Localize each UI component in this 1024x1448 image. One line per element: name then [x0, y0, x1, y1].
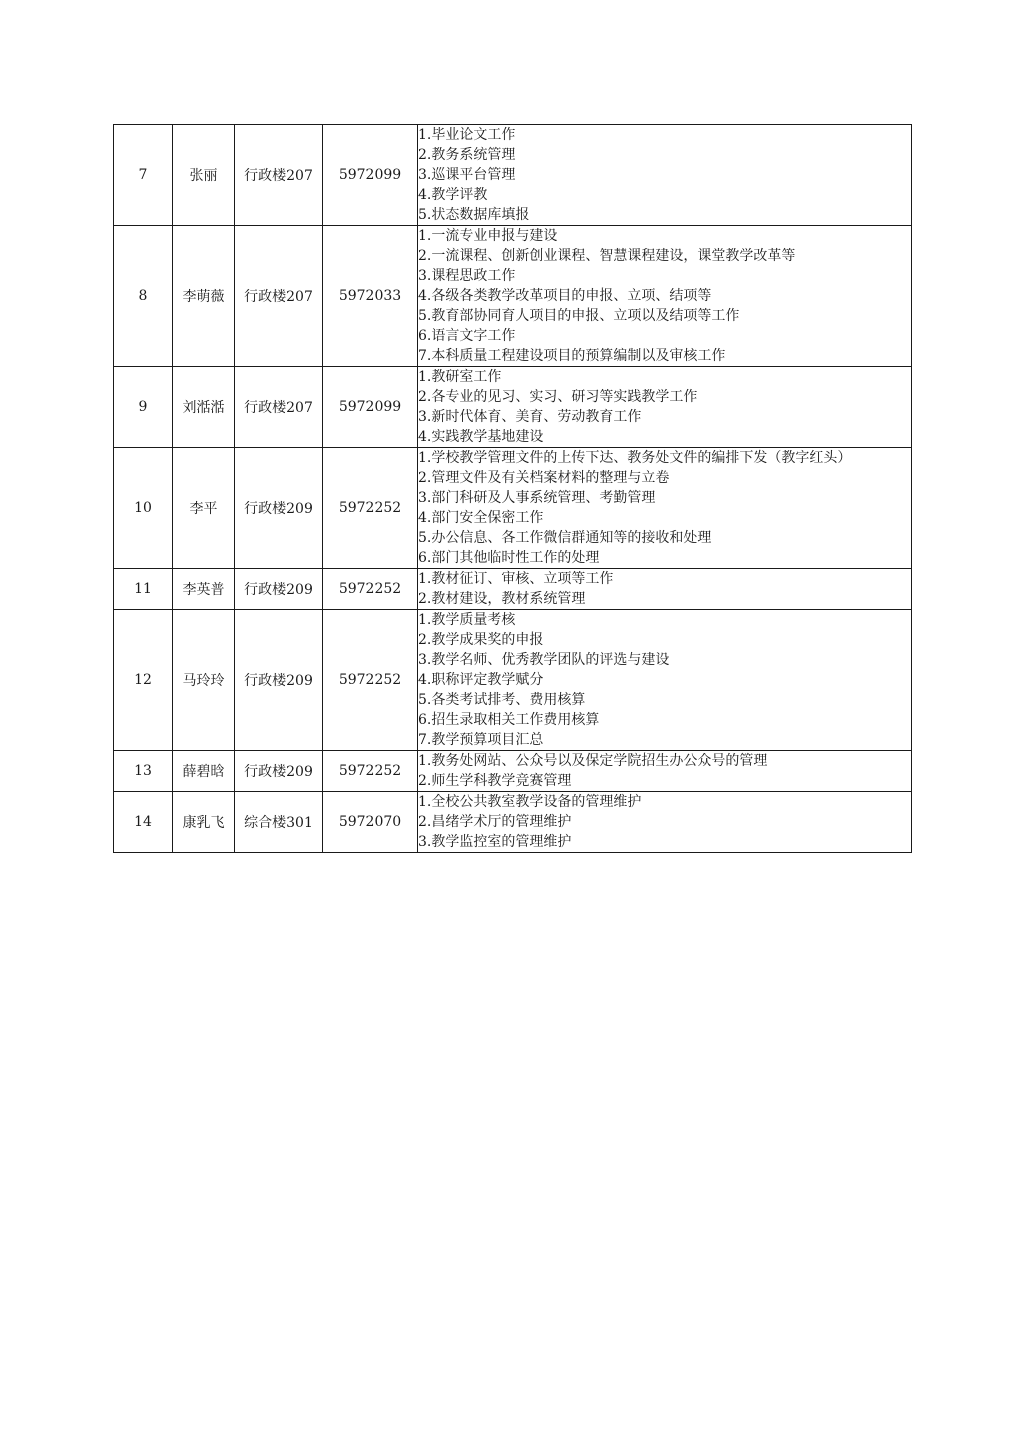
duty-item: 3.巡课平台管理 — [418, 167, 516, 183]
phone-number: 5972070 — [323, 792, 418, 853]
row-number: 10 — [114, 448, 173, 569]
row-number: 11 — [114, 569, 173, 610]
duty-item: 5.办公信息、各工作微信群通知等的接收和处理 — [418, 530, 712, 546]
duty-item: 1.教材征订、审核、立项等工作 — [418, 571, 614, 587]
phone-number: 5972099 — [323, 367, 418, 448]
table-row — [114, 569, 912, 610]
staff-name: 李萌薇 — [173, 226, 235, 367]
duty-item: 2.教务系统管理 — [418, 147, 516, 163]
duty-item: 2.昌绪学术厅的管理维护 — [418, 814, 572, 830]
office-room: 行政楼207 — [235, 367, 323, 448]
table-row — [114, 367, 912, 448]
office-room: 行政楼207 — [235, 125, 323, 226]
table-row — [114, 226, 912, 367]
duties-cell — [418, 448, 912, 569]
phone-number: 5972252 — [323, 569, 418, 610]
duty-item: 4.实践教学基地建设 — [418, 429, 544, 445]
duty-item: 3.课程思政工作 — [418, 268, 516, 284]
row-number: 9 — [114, 367, 173, 448]
duty-item: 3.新时代体育、美育、劳动教育工作 — [418, 409, 642, 425]
table-row — [114, 751, 912, 792]
duty-item: 4.教学评教 — [418, 187, 488, 203]
duties-cell — [418, 792, 912, 853]
duty-item: 1.教研室工作 — [418, 369, 502, 385]
duties-cell — [418, 125, 912, 226]
phone-number: 5972252 — [323, 610, 418, 751]
duty-item: 2.一流课程、创新创业课程、智慧课程建设，课堂教学改革等 — [418, 248, 796, 264]
staff-name: 张丽 — [173, 125, 235, 226]
staff-name: 李平 — [173, 448, 235, 569]
duty-item: 6.语言文字工作 — [418, 328, 516, 344]
table-row — [114, 448, 912, 569]
duty-item: 4.各级各类教学改革项目的申报、立项、结项等 — [418, 288, 712, 304]
duties-cell — [418, 367, 912, 448]
duties-cell — [418, 751, 912, 792]
duty-item: 3.部门科研及人事系统管理、考勤管理 — [418, 490, 656, 506]
duty-item: 1.教学质量考核 — [418, 612, 516, 628]
phone-number: 5972033 — [323, 226, 418, 367]
duty-item: 5.教育部协同育人项目的申报、立项以及结项等工作 — [418, 308, 740, 324]
row-number: 12 — [114, 610, 173, 751]
row-number: 14 — [114, 792, 173, 853]
duties-cell — [418, 569, 912, 610]
duty-item: 2.各专业的见习、实习、研习等实践教学工作 — [418, 389, 698, 405]
duty-item: 2.教材建设，教材系统管理 — [418, 591, 586, 607]
table-row — [114, 610, 912, 751]
duty-item: 5.各类考试排考、费用核算 — [418, 692, 586, 708]
duty-item: 7.教学预算项目汇总 — [418, 732, 544, 748]
table-row — [114, 792, 912, 853]
duty-item: 1.毕业论文工作 — [418, 127, 516, 143]
duty-item: 4.部门安全保密工作 — [418, 510, 544, 526]
staff-duties-table — [113, 124, 912, 853]
staff-name: 马玲玲 — [173, 610, 235, 751]
phone-number: 5972252 — [323, 751, 418, 792]
office-room: 行政楼209 — [235, 569, 323, 610]
duty-item: 6.招生录取相关工作费用核算 — [418, 712, 600, 728]
duty-item: 1.教务处网站、公众号以及保定学院招生办公众号的管理 — [418, 753, 768, 769]
duty-item: 2.管理文件及有关档案材料的整理与立卷 — [418, 470, 670, 486]
office-room: 行政楼209 — [235, 610, 323, 751]
table-row — [114, 125, 912, 226]
staff-table-body — [114, 125, 912, 853]
phone-number: 5972099 — [323, 125, 418, 226]
staff-name: 康乳飞 — [173, 792, 235, 853]
duty-item: 4.职称评定教学赋分 — [418, 672, 544, 688]
duty-item: 3.教学名师、优秀教学团队的评选与建设 — [418, 652, 670, 668]
office-room: 行政楼209 — [235, 448, 323, 569]
duty-item: 2.师生学科教学竞赛管理 — [418, 773, 572, 789]
staff-name: 李英普 — [173, 569, 235, 610]
duty-item: 1.全校公共教室教学设备的管理维护 — [418, 794, 642, 810]
duties-cell — [418, 226, 912, 367]
duty-item: 6.部门其他临时性工作的处理 — [418, 550, 600, 566]
phone-number: 5972252 — [323, 448, 418, 569]
duty-item: 5.状态数据库填报 — [418, 207, 530, 223]
duties-cell — [418, 610, 912, 751]
office-room: 行政楼209 — [235, 751, 323, 792]
staff-name: 薛碧晗 — [173, 751, 235, 792]
row-number: 8 — [114, 226, 173, 367]
duty-item: 1.一流专业申报与建设 — [418, 228, 558, 244]
row-number: 13 — [114, 751, 173, 792]
office-room: 行政楼207 — [235, 226, 323, 367]
office-room: 综合楼301 — [235, 792, 323, 853]
duty-item: 1.学校教学管理文件的上传下达、教务处文件的编排下发（教字红头） — [418, 450, 852, 466]
staff-name: 刘湉湉 — [173, 367, 235, 448]
row-number: 7 — [114, 125, 173, 226]
duty-item: 7.本科质量工程建设项目的预算编制以及审核工作 — [418, 348, 726, 364]
duty-item: 2.教学成果奖的申报 — [418, 632, 544, 648]
duty-item: 3.教学监控室的管理维护 — [418, 834, 572, 850]
